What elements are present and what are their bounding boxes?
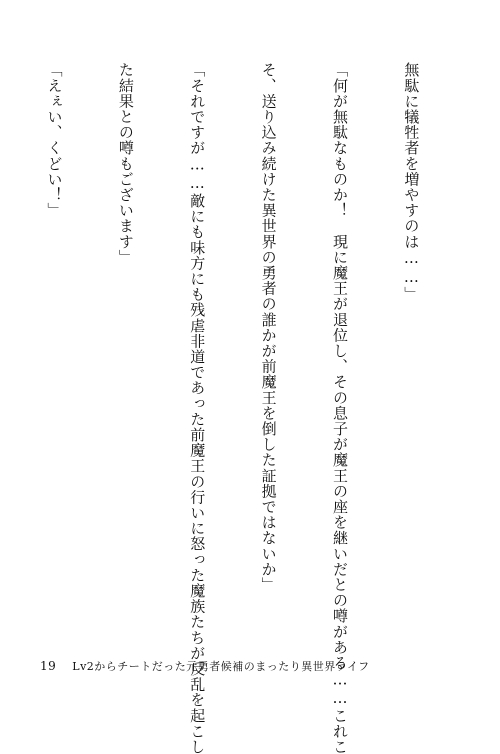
text-line: 「えぇい、くどい！」 [45,62,64,218]
text-line: 「それですが……敵にも味方にも残虐非道であった前魔王の行いに怒った魔族たちが反乱を起こし [188,62,207,754]
running-title: Lv2からチートだった元勇者候補のまったり異世界ライフ [72,660,370,673]
page-footer [40,658,370,674]
page-number: 19 [40,659,57,673]
text-line: 無駄に犠牲者を増やすのは……」 [402,62,421,302]
text-line: 「何が無駄なものか！ 現に魔王が退位し、その息子が魔王の座を継いだとの噂がある……これこ [331,62,350,754]
text-line: た結果との噂もございます」 [116,62,135,265]
text-line: そ、送り込み続けた異世界の勇者の誰かが前魔王を倒した証拠ではないか」 [259,62,278,593]
